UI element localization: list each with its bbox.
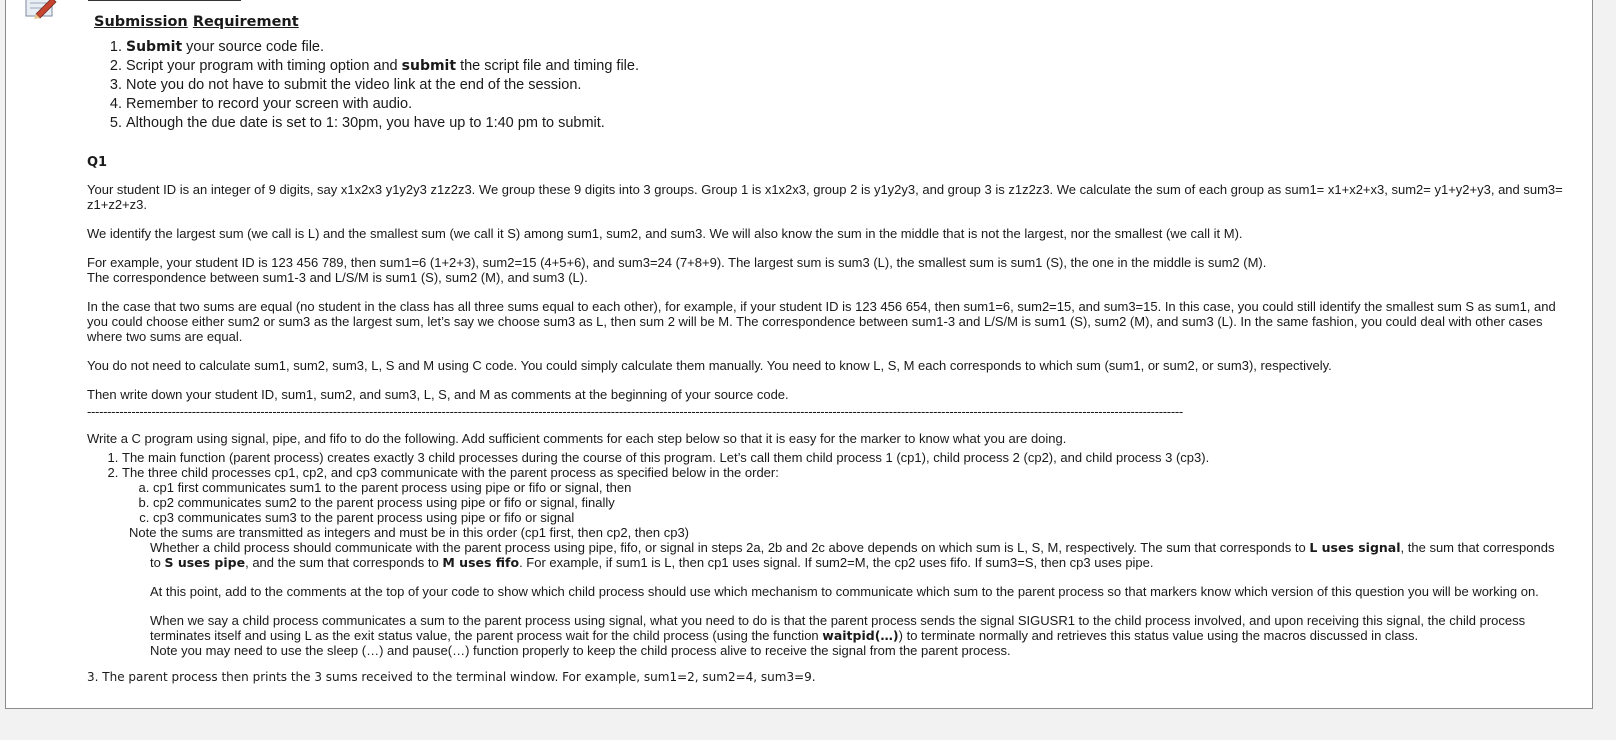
assignment-content <box>87 12 1567 685</box>
list-item: 2. Script your program with timing option and submit the script file and timing file. <box>126 57 1567 76</box>
paragraph-add-comments: At this point, add to the comments at the top of your code to show which child process should use which mechanism to communicate which sum to the parent process so that markers know which version of this question you will be working on. <box>150 584 1539 599</box>
substep-item: a. cp1 first communicates sum1 to the parent process using pipe or fifo or signal, then <box>153 480 1567 495</box>
step-item: 2. The three child processes cp1, cp2, and cp3 communicate with the parent process as specified below in the order: a. cp1 first communicates sum1 to the parent process using pipe or fifo or signal, then b. cp2 communicates sum2 to the parent process using pipe or fifo or signal, finally c. cp3 communicates sum3 to the parent process using pipe or fifo or signal <box>122 465 1567 525</box>
substep-item: b. cp2 communicates sum2 to the parent process using pipe or fifo or signal, finally <box>153 495 1567 510</box>
list-item: 1. Submit your source code file. <box>126 38 1567 57</box>
steps-list <box>87 450 1567 525</box>
step-item: 1. The main function (parent process) creates exactly 3 child processes during the course of this program. Let’s call them child process 1 (cp1), child process 2 (cp2), and child process 3 (cp3). <box>122 450 1567 465</box>
paragraph-student-id: Your student ID is an integer of 9 digits, say x1x2x3 y1y2y3 z1z2z3. We group these 9 digits into 3 groups. Group 1 is x1x2x3, group 2 is y1y2y3, and group 3 is z1z2z3. We calculate the sum of each group as sum1= x1+x2+x3, sum2= y1+y2+y3, and sum3= z1+z2+z3. <box>87 182 1563 212</box>
list-item: 3. Note you do not have to submit the video link at the end of the session. <box>126 76 1567 95</box>
note-order: Note the sums are transmitted as integers and must be in this order (cp1 first, then cp2, then cp3) <box>129 525 689 540</box>
paragraph-sleep-note: Note you may need to use the sleep (…) and pause(…) function properly to keep the child process alive to receive the signal from the parent process. <box>150 643 1011 658</box>
paragraph-equal-sums: In the case that two sums are equal (no student in the class has all three sums equal to each other), for example, if your student ID is 123 456 654, then sum1=6, sum2=15, and sum3=15. In this case, you could still identify the smallest sum S as sum1, and you could choose either sum2 or sum3 as the largest sum, let’s say we choose sum3 as L, then sum 2 will be M. The correspondence between sum1-3 and L/S/M is sum1 (S), sum2 (M), and sum3 (L). In the same fashion, you could deal with other cases where two sums are equal. <box>87 299 1556 344</box>
paragraph-correspondence: The correspondence between sum1-3 and L/S/M is sum1 (S), sum2 (M), and sum3 (L). <box>87 270 588 285</box>
paragraph-example: For example, your student ID is 123 456 789, then sum1=6 (1+2+3), sum2=15 (4+5+6), and sum3=24 (7+8+9). The largest sum is sum3 (L), the smallest sum is sum1 (S), the one in the middle is sum2 (M). <box>87 255 1267 270</box>
divider-dashes: -------------------------------------------------------------------------------------------------------------------------------------------------------------------------------------------------------------------------------------------------------------------------------- <box>87 406 1183 417</box>
paragraph-comments: Then write down your student ID, sum1, sum2, and sum3, L, S, and M as comments at the beginning of your source code. <box>87 387 789 402</box>
list-item: 5. Although the due date is set to 1: 30pm, you have up to 1:40 pm to submit. <box>126 114 1567 133</box>
substep-item: c. cp3 communicates sum3 to the parent process using pipe or fifo or signal <box>153 510 1567 525</box>
list-item: 4. Remember to record your screen with audio. <box>126 95 1567 114</box>
paragraph-signal: When we say a child process communicates a sum to the parent process using signal, what you need to do is that the parent process sends the signal SIGUSR1 to the child process involved, and upon receiving this signal, the child process terminates itself and using L as the exit status value, the parent process wait for the child process (using the function waitpid(…)) to terminate normally and retrieves this status value using the macros discussed in class. <box>150 613 1526 643</box>
submission-title: Submission Requirement <box>94 14 299 30</box>
paragraph-program-intro: Write a C program using signal, pipe, and fifo to do the following. Add sufficient comments for each step below so that it is easy for the marker to know what you are doing. <box>87 431 1067 446</box>
paragraph-print-sums: 3. The parent process then prints the 3 sums received to the terminal window. For example, sum1=2, sum2=4, sum3=9. <box>87 670 816 684</box>
paragraph-manual-calc: You do not need to calculate sum1, sum2, sum3, L, S and M using C code. You could simply calculate them manually. You need to know L, S, M each corresponds to which sum (sum1, or sum2, or sum3), respectively. <box>87 358 1332 373</box>
assignment-icon <box>22 0 60 20</box>
substeps-list <box>122 480 1567 525</box>
paragraph-mechanism: Whether a child process should communicate with the parent process using pipe, fifo, or signal in steps 2a, 2b and 2c above depends on which sum is L, S, M, respectively. The sum that corresponds to L uses signal, the sum that corresponds to S uses pipe, and the sum that corresponds to M uses fifo. For example, if sum1 is L, then cp1 uses signal. If sum2=M, the cp2 uses fifo. If sum3=S, then cp3 uses pipe. <box>150 540 1555 570</box>
submission-list <box>87 38 1567 133</box>
header-underline <box>88 0 241 1</box>
paragraph-largest-sum: We identify the largest sum (we call is L) and the smallest sum (we call it S) among sum1, sum2, and sum3. We will also know the sum in the middle that is not the largest, nor the smallest (we call it M). <box>87 226 1243 241</box>
question-heading: Q1 <box>87 155 108 170</box>
